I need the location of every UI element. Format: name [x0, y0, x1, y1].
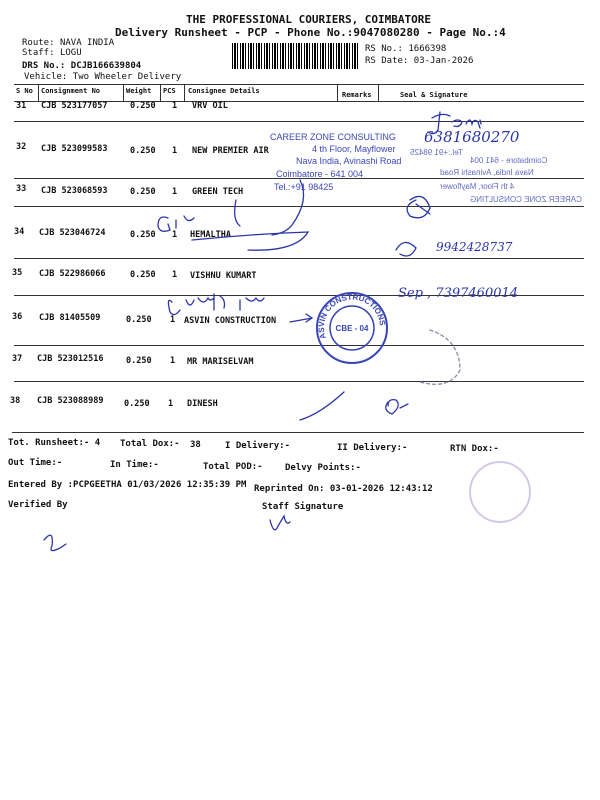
col-header-pcs: PCS: [163, 87, 176, 95]
out-time: Out Time:-: [8, 458, 63, 468]
row-sno: 35: [12, 268, 23, 278]
drs-value: DCJB166639804: [70, 61, 142, 71]
mirrored-stamp-line: 4 th Floor, Mayflower: [440, 182, 515, 191]
row-consignment: CJB 523012516: [37, 354, 104, 364]
verified-by: Verified By: [8, 500, 68, 510]
row-weight: 0.250: [130, 146, 156, 156]
row-weight: 0.250: [130, 187, 156, 197]
col-header-consignee: Consignee Details: [188, 87, 260, 95]
row-sno: 33: [16, 184, 27, 194]
vehicle-label: Vehicle:: [24, 72, 68, 82]
career-stamp-line3: Nava India, Avinashi Road: [296, 156, 402, 166]
drs-label: DRS No.:: [22, 61, 66, 71]
row-consignment: CJB 523099583: [41, 144, 108, 154]
route-value: NAVA INDIA: [59, 38, 115, 48]
row-consignee: HEMALTHA: [190, 230, 231, 240]
row-pcs: 1: [168, 399, 174, 409]
entered-by: Entered By :PCPGEETHA 01/03/2026 12:35:39 PM: [8, 480, 247, 490]
staff-label: Staff:: [22, 48, 55, 58]
total-dox-label: Total Dox:-: [120, 439, 180, 449]
rs-date-label: RS Date:: [365, 56, 409, 66]
col-header-sno: S No: [16, 87, 33, 95]
career-stamp-line1: CAREER ZONE CONSULTING: [270, 132, 396, 142]
rtn-dox: RTN Dox:-: [450, 444, 499, 454]
row-pcs: 1: [172, 101, 178, 111]
row-consignment: CJB 81405509: [39, 313, 101, 323]
company-title: THE PROFESSIONAL COURIERS, COIMBATORE: [186, 13, 432, 26]
row-pcs: 1: [172, 146, 178, 156]
delivery-points: Delvy Points:-: [285, 463, 361, 473]
reprinted-on: Reprinted On: 03-01-2026 12:43:12: [254, 484, 433, 494]
rs-no-value: 1666398: [408, 44, 447, 54]
career-stamp-line2: 4 th Floor, Mayflower: [312, 144, 396, 154]
asvin-seal-outer-text: ASVIN CONSTRUCTIONS: [316, 292, 387, 341]
row-pcs: 1: [172, 230, 178, 240]
row-weight: 0.250: [130, 101, 156, 111]
career-stamp-line5: Tel.:+91 98425: [274, 182, 334, 192]
total-runsheet-value: 4: [94, 438, 101, 448]
row-weight: 0.250: [130, 230, 156, 240]
row-consignment: CJB 523177057: [41, 101, 108, 111]
row-sno: 32: [16, 142, 27, 152]
row-sno: 34: [14, 227, 25, 237]
row-consignee: DINESH: [187, 399, 218, 409]
runsheet-subtitle: Delivery Runsheet - PCP - Phone No.:9047080280 - Page No.:4: [115, 26, 506, 39]
row-sno: 36: [12, 312, 23, 322]
staff-signature-label: Staff Signature: [262, 502, 344, 512]
row-consignment: CJB 523088989: [37, 396, 104, 406]
vehicle-value: Two Wheeler Delivery: [72, 72, 182, 82]
total-runsheet-label: Tot. Runsheet:-: [8, 438, 90, 448]
row-consignment: CJB 523046724: [39, 228, 106, 238]
row-sno: 38: [10, 396, 21, 406]
row-weight: 0.250: [126, 315, 152, 325]
row-weight: 0.250: [124, 399, 150, 409]
total-pod: Total POD:-: [203, 462, 263, 472]
row-consignment: CJB 522986066: [39, 269, 106, 279]
handwritten-phone-row32: 6381680270: [424, 128, 520, 146]
col-header-remarks: Remarks: [342, 91, 372, 99]
row-sno: 37: [12, 354, 23, 364]
row-consignee: GREEN TECH: [192, 187, 244, 197]
row-pcs: 1: [170, 315, 176, 325]
in-time: In Time:-: [110, 460, 159, 470]
handwritten-phone-row35: Sep , 7397460014: [398, 286, 519, 301]
row-pcs: 1: [172, 270, 178, 280]
mirrored-stamp-line: CAREER ZONE CONSULTING: [470, 195, 582, 204]
i-delivery: I Delivery:-: [225, 441, 291, 451]
mirrored-stamp-line: Nava India, Avinashi Road: [440, 168, 534, 177]
row-sno: 31: [16, 101, 27, 111]
row-consignee: MR MARISELVAM: [187, 357, 254, 367]
route-label: Route:: [22, 38, 55, 48]
mirrored-stamp-line: Coimbatore - 641 004: [470, 156, 548, 165]
handwritten-phone-row34: 9942428737: [436, 240, 513, 254]
asvin-seal-inner-text: CBE - 04: [335, 324, 369, 333]
row-consignment: CJB 523068593: [41, 186, 108, 196]
rs-date-value: 03-Jan-2026: [413, 56, 474, 66]
row-consignee: VISHNU KUMART: [190, 271, 257, 281]
row-weight: 0.250: [126, 356, 152, 366]
col-header-consignment: Consignment No: [41, 87, 101, 95]
row-consignee: NEW PREMIER AIR: [192, 146, 269, 156]
ii-delivery: II Delivery:-: [337, 443, 408, 453]
row-pcs: 1: [172, 187, 178, 197]
staff-value: LOGU: [59, 48, 82, 58]
total-dox-value: 38: [190, 440, 201, 450]
career-stamp-line4: Coimbatore - 641 004: [276, 169, 364, 179]
row-consignee: ASVIN CONSTRUCTION: [184, 316, 277, 326]
row-pcs: 1: [170, 356, 176, 366]
col-header-weight: Weight: [126, 87, 152, 95]
row-consignee: VRV OIL: [192, 101, 228, 111]
mirrored-stamp-line: Tel.:+91 98425: [410, 148, 463, 157]
col-header-seal: Seal & Signature: [400, 91, 468, 99]
rs-no-label: RS No.:: [365, 44, 403, 54]
row-weight: 0.250: [130, 270, 156, 280]
